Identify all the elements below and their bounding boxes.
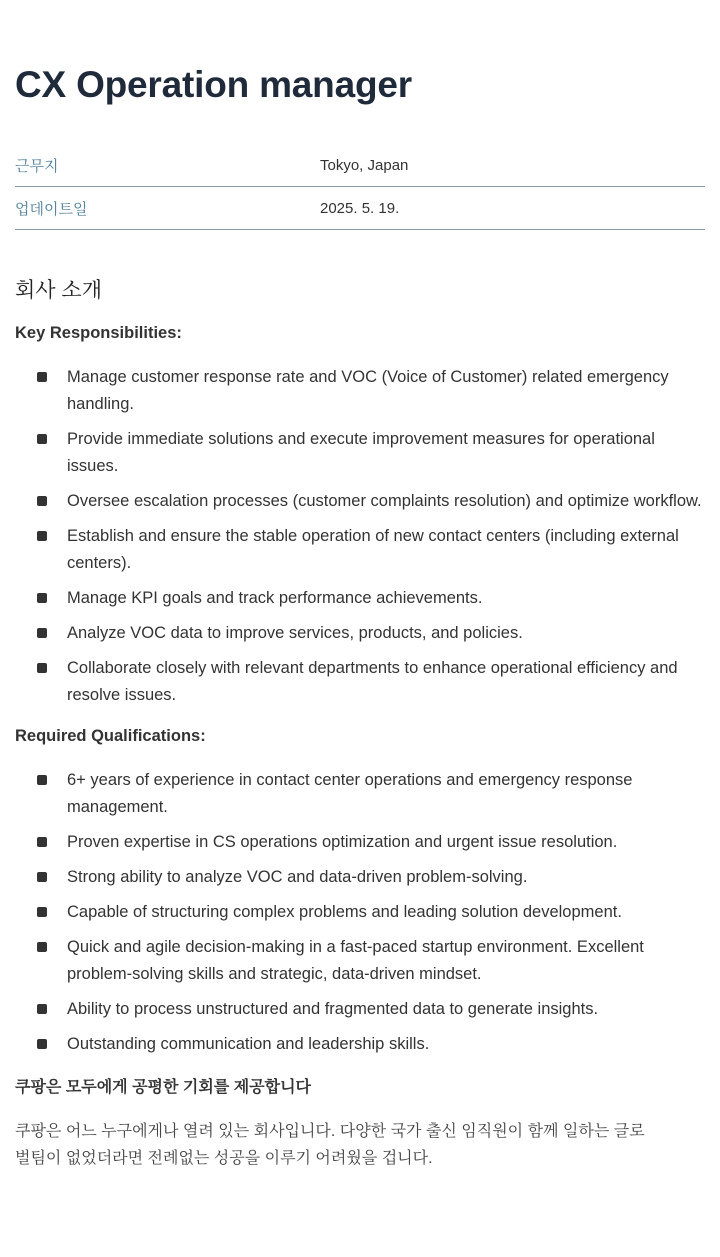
list-item-text: Proven expertise in CS operations optimization and urgent issue resolution.	[67, 833, 618, 851]
responsibilities-list	[15, 364, 705, 709]
list-item	[15, 1031, 705, 1058]
equal-opportunity-heading: 쿠팡은 모두에게 공평한 기회를 제공합니다	[15, 1079, 311, 1096]
bullet-icon	[37, 1039, 47, 1049]
list-item	[15, 864, 705, 891]
list-item-text: Quick and agile decision-making in a fast-paced startup environment. Excellent problem-solving skills and strategic, data-driven mindset.	[67, 938, 644, 983]
location-value: Tokyo, Japan	[320, 144, 705, 187]
list-item	[15, 767, 705, 821]
bullet-icon	[37, 434, 47, 444]
list-item	[15, 934, 705, 988]
list-item-text: Ability to process unstructured and fragmented data to generate insights.	[67, 1000, 599, 1018]
responsibilities-heading: Key Responsibilities:	[15, 324, 182, 342]
job-title: CX Operation manager	[15, 64, 412, 105]
bullet-icon	[37, 496, 47, 506]
list-item-text: Establish and ensure the stable operation of new contact centers (including external centers).	[67, 527, 679, 572]
bullet-icon	[37, 1004, 47, 1014]
list-item	[15, 364, 705, 418]
bullet-icon	[37, 942, 47, 952]
list-item	[15, 655, 705, 709]
equal-opportunity-text: 쿠팡은 어느 누구에게나 열려 있는 회사입니다. 다양한 국가 출신 임직원이 함께 일하는 글로벌팀이 없었더라면 전례없는 성공을 이루기 어려웠을 겁니다.	[15, 1123, 645, 1167]
list-item-text: Manage customer response rate and VOC (Voice of Customer) related emergency handling.	[67, 368, 669, 413]
list-item-text: Analyze VOC data to improve services, products, and policies.	[67, 624, 523, 642]
bullet-icon	[37, 872, 47, 882]
list-item	[15, 620, 705, 647]
bullet-icon	[37, 837, 47, 847]
updated-label: 업데이트일	[15, 187, 320, 230]
meta-row-location	[15, 144, 705, 187]
bullet-icon	[37, 663, 47, 673]
list-item	[15, 585, 705, 612]
bullet-icon	[37, 531, 47, 541]
section-title-company: 회사 소개	[15, 279, 102, 302]
bullet-icon	[37, 593, 47, 603]
list-item-text: 6+ years of experience in contact center operations and emergency response management.	[67, 771, 633, 816]
list-item	[15, 996, 705, 1023]
location-label: 근무지	[15, 144, 320, 187]
bullet-icon	[37, 775, 47, 785]
list-item-text: Strong ability to analyze VOC and data-driven problem-solving.	[67, 868, 528, 886]
qualifications-list	[15, 767, 705, 1058]
list-item-text: Capable of structuring complex problems and leading solution development.	[67, 903, 622, 921]
list-item-text: Outstanding communication and leadership skills.	[67, 1035, 430, 1053]
bullet-icon	[37, 907, 47, 917]
list-item-text: Collaborate closely with relevant departments to enhance operational efficiency and resolve issues.	[67, 659, 678, 704]
list-item	[15, 523, 705, 577]
list-item	[15, 488, 705, 515]
list-item-text: Manage KPI goals and track performance achievements.	[67, 589, 483, 607]
bullet-icon	[37, 372, 47, 382]
updated-value: 2025. 5. 19.	[320, 187, 705, 230]
list-item-text: Oversee escalation processes (customer complaints resolution) and optimize workflow.	[67, 492, 702, 510]
meta-row-updated	[15, 187, 705, 230]
list-item-text: Provide immediate solutions and execute improvement measures for operational issues.	[67, 430, 655, 475]
job-meta-table	[15, 144, 705, 230]
list-item	[15, 899, 705, 926]
qualifications-heading: Required Qualifications:	[15, 727, 206, 745]
bullet-icon	[37, 628, 47, 638]
list-item	[15, 829, 705, 856]
list-item	[15, 426, 705, 480]
